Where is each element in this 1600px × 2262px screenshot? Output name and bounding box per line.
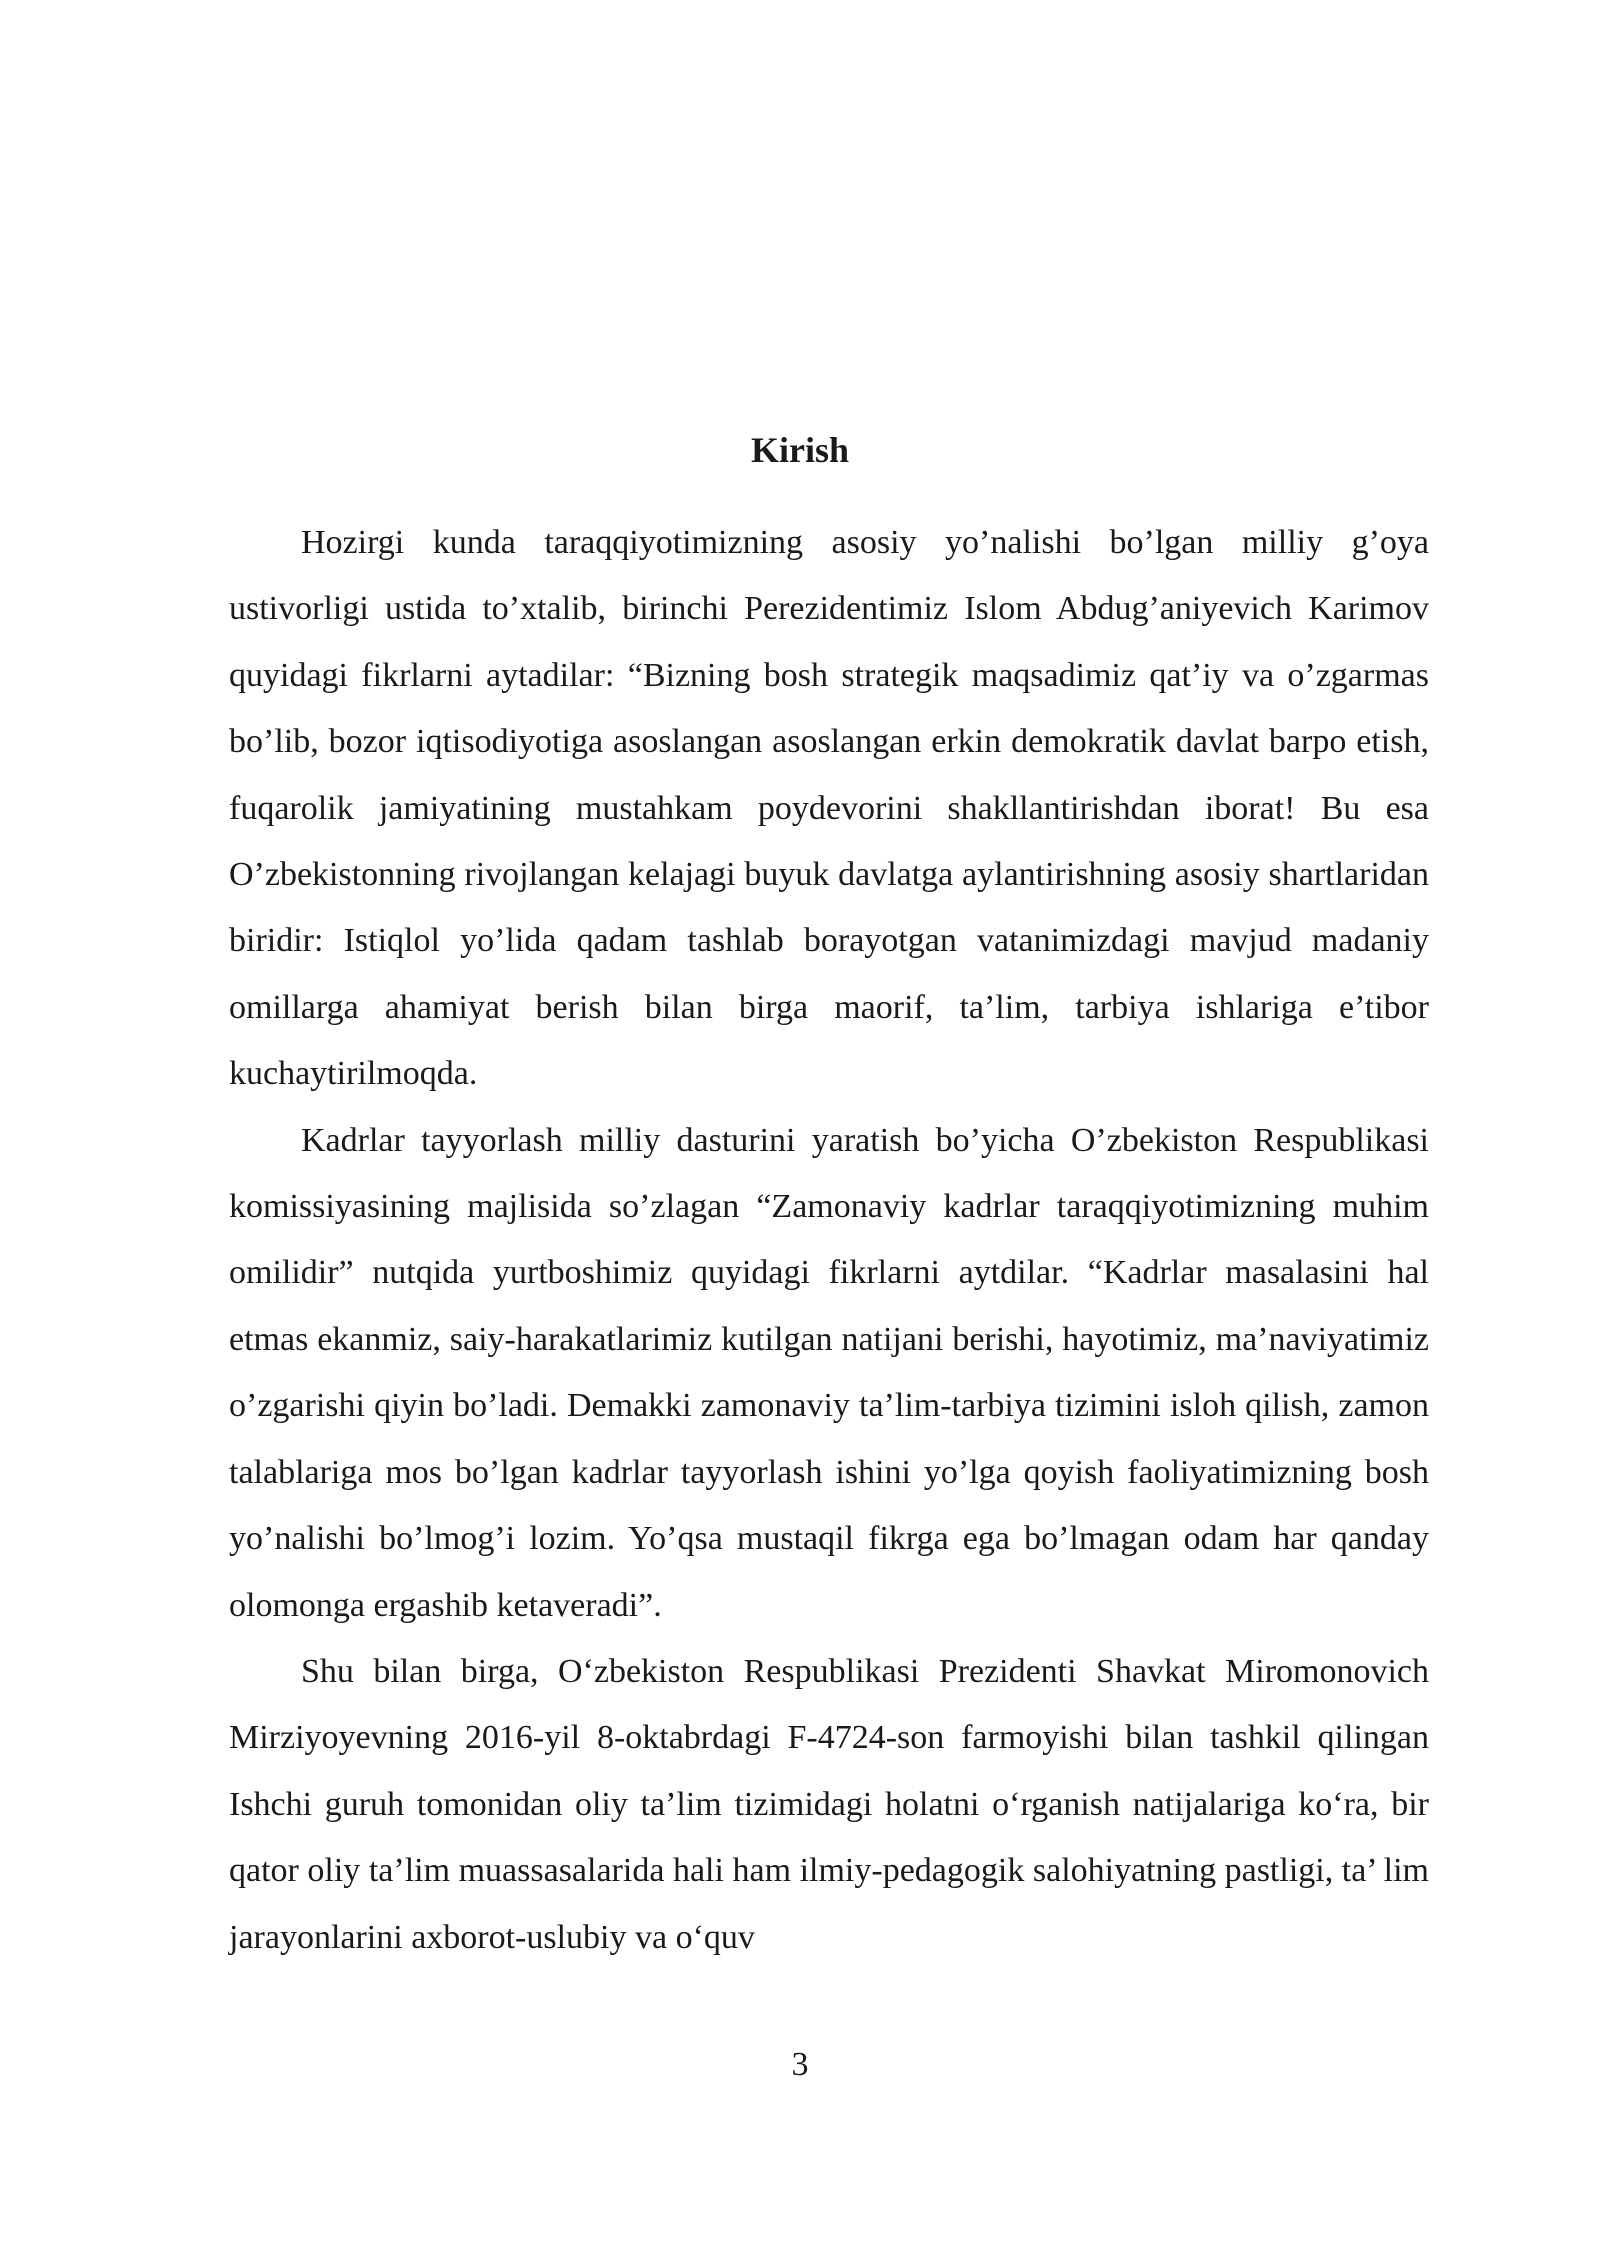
paragraph-2: Kadrlar tayyorlash milliy dasturini yaratish bo’yicha O’zbekiston Respublikasi komissiyasining majlisida so’zlagan “Zamonaviy kadrlar taraqqiyotimizning muhim omilidir” nutqida yurtboshimiz quyidagi fikrlarni aytdilar. “Kadrlar masalasini hal etmas ekanmiz, saiy-harakatlarimiz kutilgan natijani berishi, hayotimiz, ma’naviyatimiz o’zgarishi qiyin bo’ladi. Demakki zamonaviy ta’lim-tarbiya tizimini isloh qilish, zamon talablariga mos bo’lgan kadrlar tayyorlash ishini yo’lga qoyish faoliyatimizning bosh yo’nalishi bo’lmog’i lozim. Yo’qsa mustaqil fikrga ega bo’lmagan odam har qanday olomonga ergashib ketaveradi”. <box>229 1121 1429 1624</box>
paragraph-1: Hozirgi kunda taraqqiyotimizning asosiy yo’nalishi bo’lgan milliy g’oya ustivorligi ustida to’xtalib, birinchi Perezidentimiz Islom Abdug’aniyevich Karimov quyidagi fikrlarni aytadilar: “Bizning bosh strategik maqsadimiz qat’iy va o’zgarmas bo’lib, bozor iqtisodiyotiga asoslangan asoslangan erkin demokratik davlat barpo etish, fuqarolik jamiyatining mustahkam poydevorini shakllantirishdan iborat! Bu esa O’zbekistonning rivojlangan kelajagi buyuk davlatga aylantirishning asosiy shartlaridan biridir: Istiqlol yo’lida qadam tashlab borayotgan vatanimizdagi mavjud madaniy omillarga ahamiyat berish bilan birga maorif, ta’lim, tarbiya ishlariga e’tibor kuchaytirilmoqda. <box>229 524 1429 1093</box>
paragraph-3: Shu bilan birga, O‘zbekiston Respublikasi Prezidenti Shavkat Miromonovich Mirziyoyevning 2016-yil 8-oktabrdagi F-4724-son farmoyishi bilan tashkil qilingan Ishchi guruh tomonidan oliy ta’lim tizimidagi holatni o‘rganish natijalariga ko‘ra, bir qator oliy ta’lim muassasalarida hali ham ilmiy-pedagogik salohiyatning pastligi, ta’ lim jarayonlarini axborot-uslubiy va o‘quv <box>229 1652 1429 1956</box>
section-title: Kirish <box>750 430 849 470</box>
body-text <box>229 510 1429 1971</box>
page-number: 3 <box>791 2046 809 2083</box>
